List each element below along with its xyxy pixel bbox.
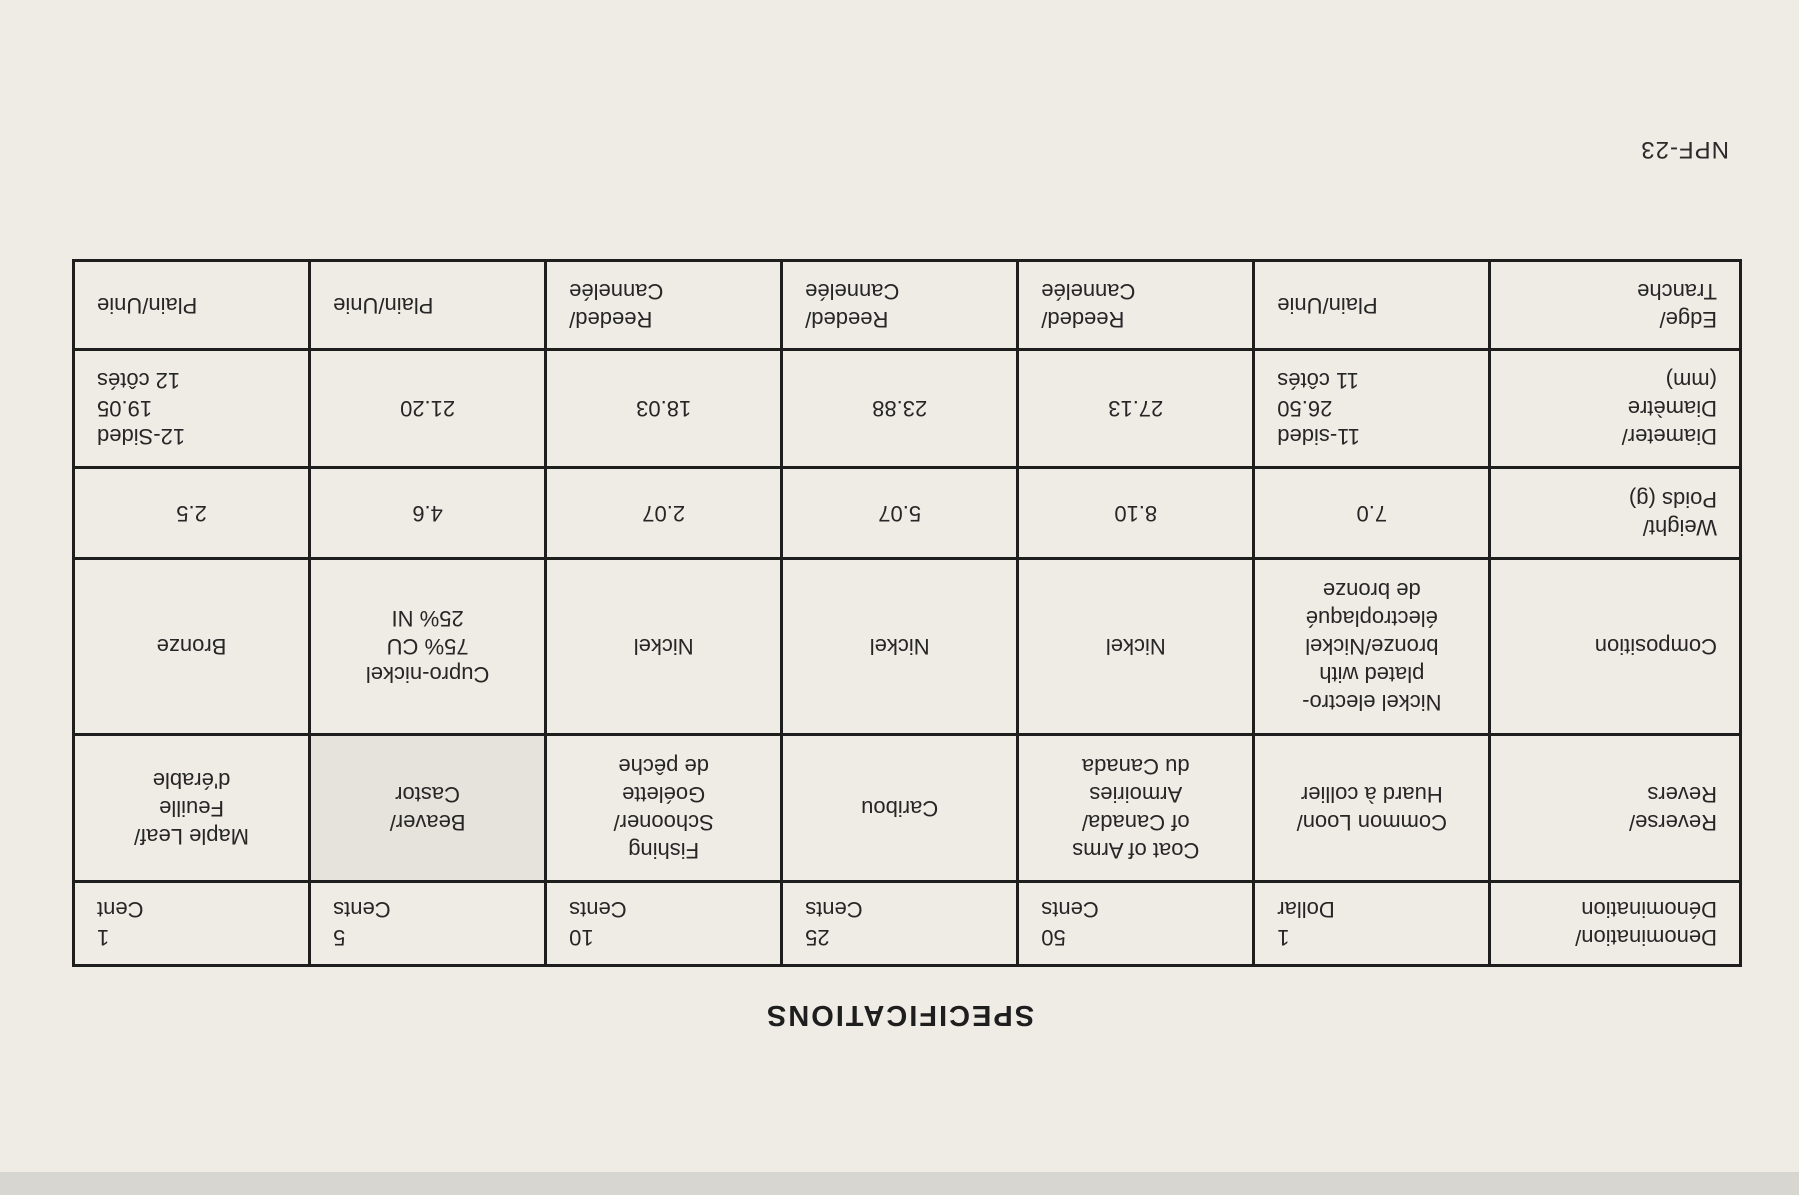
- table-cell: Fishing Schooner/ Goélette de pêche: [546, 734, 782, 881]
- document-code: NPF-23: [1640, 136, 1729, 163]
- table-cell: Nickel electro- plated with bronze/Nickel électroplaqué de bronze: [1254, 558, 1490, 734]
- table-cell: 5.07: [782, 468, 1018, 559]
- table-cell: 23.88: [782, 349, 1018, 468]
- table-cell: 18.03: [546, 349, 782, 468]
- table-cell: 1 Cent: [74, 881, 310, 965]
- page-title: SPECIFICATIONS: [764, 999, 1035, 1031]
- table-cell: Coat of Arms of Canada/ Armoiries du Canada: [1018, 734, 1254, 881]
- table-cell: 4.6: [310, 468, 546, 559]
- table-cell: Reeded/ Cannelée: [1018, 261, 1254, 350]
- row-label-composition: Composition: [1490, 558, 1741, 734]
- table-cell: 1 Dollar: [1254, 881, 1490, 965]
- table-row-weight: [74, 468, 1741, 559]
- table-cell: Nickel: [782, 558, 1018, 734]
- table-cell: 2.5: [74, 468, 310, 559]
- table-cell: Nickel: [546, 558, 782, 734]
- table-cell: 12-Sided 19.05 12 côtés: [74, 349, 310, 468]
- table-cell: Plain/Unie: [310, 261, 546, 350]
- table-cell: Caribou: [782, 734, 1018, 881]
- table-cell: 21.20: [310, 349, 546, 468]
- table-cell: Maple Leaf/ Feuille d'érable: [74, 734, 310, 881]
- table-row-composition: [74, 558, 1741, 734]
- row-label-diameter: Diameter/ Diamètre (mm): [1490, 349, 1741, 468]
- table-row-reverse: [74, 734, 1741, 881]
- table-cell: Plain/Unie: [74, 261, 310, 350]
- table-cell: 7.0: [1254, 468, 1490, 559]
- table-cell: Beaver/ Castor: [310, 734, 546, 881]
- row-label-weight: Weight/ Poids (g): [1490, 468, 1741, 559]
- table-cell: Reeded/ Cannelée: [782, 261, 1018, 350]
- table-cell: Bronze: [74, 558, 310, 734]
- table-cell: 27.13: [1018, 349, 1254, 468]
- table-row-denomination: [74, 881, 1741, 965]
- table-cell: 11-sided 26.50 11 côtés: [1254, 349, 1490, 468]
- table-cell: Cupro-nickel 75% CU 25% NI: [310, 558, 546, 734]
- table-cell: 25 Cents: [782, 881, 1018, 965]
- table-cell: 10 Cents: [546, 881, 782, 965]
- table-cell: 50 Cents: [1018, 881, 1254, 965]
- row-label-reverse: Reverse/ Revers: [1490, 734, 1741, 881]
- table-cell: 5 Cents: [310, 881, 546, 965]
- table-cell: Common Loon/ Huard à collier: [1254, 734, 1490, 881]
- row-label-edge: Edge/ Tranche: [1490, 261, 1741, 350]
- row-label-denomination: Denomination/ Dénomination: [1490, 881, 1741, 965]
- table-cell: Plain/Unie: [1254, 261, 1490, 350]
- table-cell: 8.10: [1018, 468, 1254, 559]
- table-cell: Nickel: [1018, 558, 1254, 734]
- table-cell: 2.07: [546, 468, 782, 559]
- table-cell: Reeded/ Cannelée: [546, 261, 782, 350]
- table-row-diameter: [74, 349, 1741, 468]
- specifications-table: [72, 259, 1742, 967]
- table-row-edge: [74, 261, 1741, 350]
